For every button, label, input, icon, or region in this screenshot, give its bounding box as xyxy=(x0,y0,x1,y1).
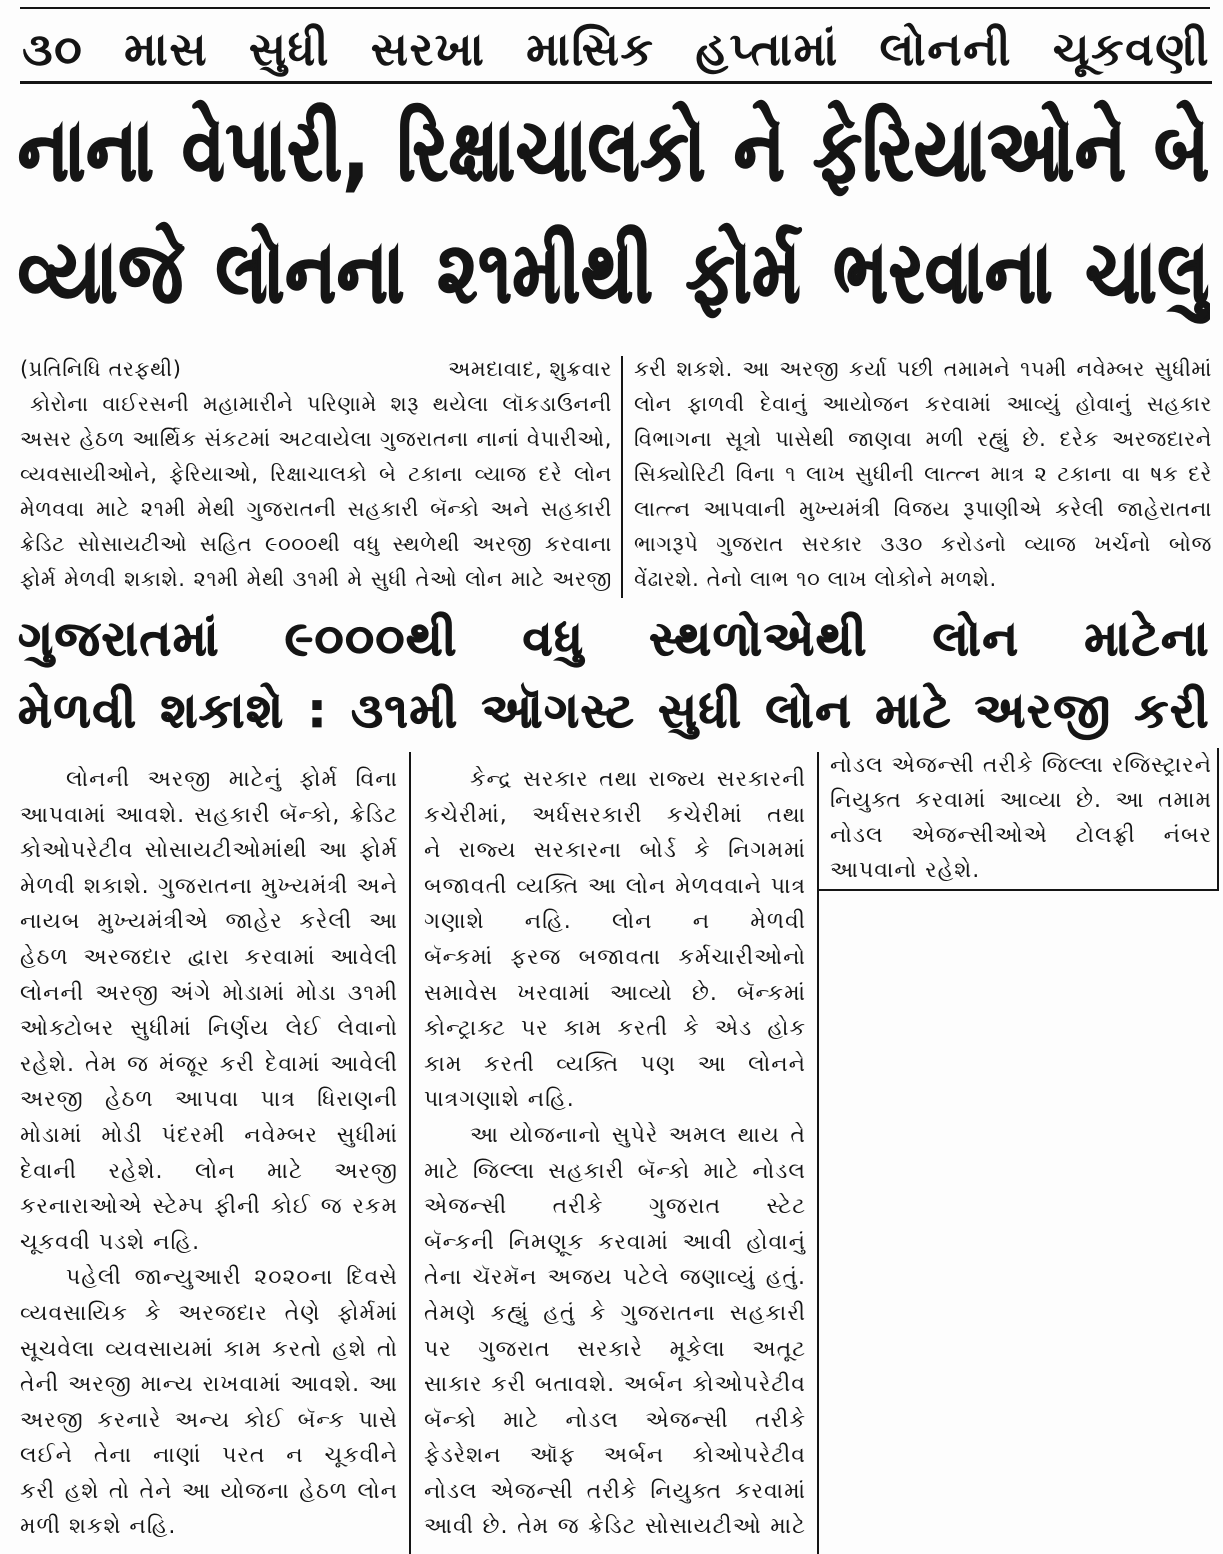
text-line: આવી છે. તેમ જ ક્રેડિટ સોસાયટીઓ માટે xyxy=(424,1514,806,1540)
text-line: પાત્રગણાશે નહિ. xyxy=(424,1087,575,1113)
text-line: પર ગુજરાત સરકારે મૂકેલા અતૂટ xyxy=(424,1336,806,1362)
text-line: માટે જિલ્લા સહકારી બૅન્કો માટે નોડલ xyxy=(424,1158,806,1184)
top-rule xyxy=(20,7,1210,9)
text-line: સિક્યોરિટી વિના ૧ લાખ સુધીની લાત્ત્ન માત્ર ૨ ટકાના વા ષક દરે xyxy=(634,462,1212,486)
text-line: મેળવી શકાશે. ગુજરાતના મુખ્યમંત્રી અને xyxy=(20,873,398,899)
text-line: કોઓપરેટીવ સોસાયટીઓમાંથી આ ફોર્મ xyxy=(20,838,398,864)
text-line: મળી શકશે નહિ. xyxy=(20,1514,177,1540)
text-line: કચેરીમાં, અર્ધસરકારી કચેરીમાં તથા xyxy=(424,802,806,828)
sub-headline-line: મેળવી શકાશે : ૩૧મી ઑગસ્ટ સુધી લોન માટે અરજી કરી xyxy=(18,683,1210,739)
text-line: દેવાની રહેશે. લોન માટે અરજી xyxy=(20,1158,398,1184)
column-divider xyxy=(621,356,623,598)
dateline-place-date: અમદાવાદ, શુક્રવાર xyxy=(448,357,612,381)
text-line: અરજી કરનારે અન્ય કોઈ બૅન્ક પાસે xyxy=(20,1407,398,1433)
text-line: નોડલ એજન્સી તરીકે જિલ્લા રજિસ્ટ્રારને xyxy=(830,753,1212,778)
text-line: રહેશે. તેમ જ મંજૂર કરી દેવામાં આવેલી xyxy=(20,1051,398,1077)
body-column-3 xyxy=(830,748,1212,888)
text-line: બજાવતી વ્યક્તિ આ લોન મેળવવાને પાત્ર xyxy=(424,873,806,899)
text-line: નાયબ મુખ્યમંત્રીએ જાહેર કરેલી આ xyxy=(20,909,398,935)
text-line: મેળવવા માટે ૨૧મી મેથી ગુજરાતની સહકારી બૅન્કો અને સહકારી xyxy=(20,497,612,521)
text-line: લોન ફાળવી દેવાનું આયોજન કરવામાં આવ્યું હોવાનું સહકાર xyxy=(634,392,1212,416)
sub-headline-line: ગુજરાતમાં ૯૦૦૦થી વધુ સ્થળોએથી લોન માટેના xyxy=(18,611,1210,667)
text-line: લાત્ત્ન આપવાની મુખ્યમંત્રી વિજય રૂપાણીએ કરેલી જાહેરાતના xyxy=(634,497,1212,521)
text-line: લઈને તેના નાણાં પરત ન ચૂકવીને xyxy=(20,1443,398,1469)
intro-column-2 xyxy=(634,352,1212,597)
text-line: તેના ચૅરમૅન અજય પટેલે જણાવ્યું હતું. xyxy=(424,1265,806,1291)
text-line: કોન્ટ્રાક્ટ પર કામ કરતી કે એડ હોક xyxy=(424,1016,806,1042)
text-line: તેની અરજી માન્ય રાખવામાં આવશે. આ xyxy=(20,1372,398,1398)
column-divider xyxy=(409,752,411,1554)
text-line: બૅન્કની નિમણૂક કરવામાં આવી હોવાનું xyxy=(424,1229,806,1255)
text-line: લોનની અરજી અંગે મોડામાં મોડા ૩૧મી xyxy=(20,980,398,1006)
column-3-right-border xyxy=(1217,748,1219,890)
text-line: આપવાનો રહેશે. xyxy=(830,858,981,883)
main-headline-line: વ્યાજે લોનના ૨૧મીથી ફોર્મ ભરવાના ચાલુ xyxy=(18,224,1210,323)
text-line: તેમણે કહ્યું હતું કે ગુજરાતના સહકારી xyxy=(424,1300,806,1326)
text-line: ને રાજ્ય સરકારના બોર્ડ કે નિગમમાં xyxy=(424,838,806,864)
text-line: એજન્સી તરીકે ગુજરાત સ્ટેટ xyxy=(424,1194,806,1220)
intro-column-1 xyxy=(20,352,612,597)
text-line: હેઠળ અરજદાર દ્વારા કરવામાં આવેલી xyxy=(20,944,398,970)
text-line: મોડામાં મોડી પંદરમી નવેમ્બર સુધીમાં xyxy=(20,1122,398,1148)
text-line: ગણાશે નહિ. લોન ન મેળવી xyxy=(424,909,806,935)
kicker-headline: ૩૦ માસ સુધી સરખા માસિક હપ્તામાં લોનની ચૂકવણી xyxy=(22,22,1210,76)
text-line: નોડલ એજન્સીઓએ ટોલફ્રી નંબર xyxy=(830,823,1212,848)
main-headline-line: નાના વેપારી, રિક્ષાચાલકો ને ફેરિયાઓને બે xyxy=(18,102,1210,201)
text-line: ઓક્ટોબર સુધીમાં નિર્ણય લેઈ લેવાનો xyxy=(20,1016,398,1042)
text-line: કરી શકશે. આ અરજી કર્યા પછી તમામને ૧૫મી નવેમ્બર સુધીમાં xyxy=(634,357,1212,381)
text-line: આ યોજનાનો સુપેરે અમલ થાય તે xyxy=(470,1122,806,1148)
text-line: લોનની અરજી માટેનું ફોર્મ વિના xyxy=(66,767,398,792)
text-line: ચૂકવવી પડશે નહિ. xyxy=(20,1229,201,1255)
text-line: ક્રેડિટ સોસાયટીઓ સહિત ૯૦૦૦થી વધુ સ્થળેથી અરજી કરવાના xyxy=(20,532,612,556)
text-line: ભાગરૂપે ગુજરાત સરકાર ૩૩૦ કરોડનો વ્યાજ ખર્ચનો બોજ xyxy=(634,532,1212,556)
text-line: કરનારાઓએ સ્ટેમ્પ ફીની કોઈ જ રકમ xyxy=(20,1194,398,1220)
dateline-source: (પ્રતિનિધિ તરફથી) xyxy=(20,357,182,381)
text-line: અરજી હેઠળ આપવા પાત્ર ધિરાણની xyxy=(20,1087,398,1113)
text-line: સમાવેસ ખરવામાં આવ્યો છે. બૅન્કમાં xyxy=(424,980,806,1006)
text-line: આપવામાં આવશે. સહકારી બૅન્કો, ક્રેડિટ xyxy=(20,802,398,828)
text-line: વ્યવસાયિક કે અરજદાર તેણે ફોર્મમાં xyxy=(20,1300,398,1326)
text-line: કરી હશે તો તેને આ યોજના હેઠળ લોન xyxy=(20,1478,398,1504)
text-line: નોડલ એજન્સી તરીકે નિયુક્ત કરવામાં xyxy=(424,1478,806,1504)
text-line: ફેડરેશન ઑફ અર્બન કોઓપરેટીવ xyxy=(424,1443,806,1469)
text-line: પહેલી જાન્યુઆરી ૨૦૨૦ના દિવસે xyxy=(66,1265,398,1291)
column-3-bottom-rule xyxy=(817,889,1219,891)
text-line: વેંઢારશે. તેનો લાભ ૧૦ લાખ લોકોને મળશે. xyxy=(634,567,997,591)
text-line: સૂચવેલા વ્યવસાયમાં કામ કરતો હશે તો xyxy=(20,1336,398,1362)
text-line: બૅન્કો માટે નોડલ એજન્સી તરીકે xyxy=(424,1407,806,1433)
body-column-2 xyxy=(424,762,806,1545)
column-divider xyxy=(817,752,819,1554)
text-line: નિયુક્ત કરવામાં આવ્યા છે. આ તમામ xyxy=(830,788,1212,813)
text-line: અસર હેઠળ આર્થિક સંકટમાં અટવાયેલા ગુજરાતના નાનાં વેપારીઓ, xyxy=(20,427,612,451)
body-column-1 xyxy=(20,762,398,1545)
text-line: કોરોના વાઈરસની મહામારીને પરિણામે શરૂ થયેલા લૉકડાઉનની xyxy=(30,392,612,416)
text-line: કેન્દ્ર સરકાર તથા રાજ્ય સરકારની xyxy=(470,767,806,792)
text-line: સાકાર કરી બતાવશે. અર્બન કોઓપરેટીવ xyxy=(424,1372,806,1398)
text-line: ફોર્મ મેળવી શકાશે. ૨૧મી મેથી ૩૧મી મે સુધી તેઓ લોન માટે અરજી xyxy=(20,567,612,591)
text-line: બૅન્કમાં ફરજ બજાવતા કર્મચારીઓનો xyxy=(424,944,806,970)
text-line: વિભાગના સૂત્રો પાસેથી જાણવા મળી રહ્યું છે. દરેક અરજદારને xyxy=(634,427,1212,451)
text-line: કામ કરતી વ્યક્તિ પણ આ લોનને xyxy=(424,1051,806,1077)
dateline xyxy=(20,352,612,387)
text-line: વ્યવસાયીઓને, ફેરિયાઓ, રિક્ષાચાલકો બે ટકાના વ્યાજ દરે લોન xyxy=(20,462,612,486)
